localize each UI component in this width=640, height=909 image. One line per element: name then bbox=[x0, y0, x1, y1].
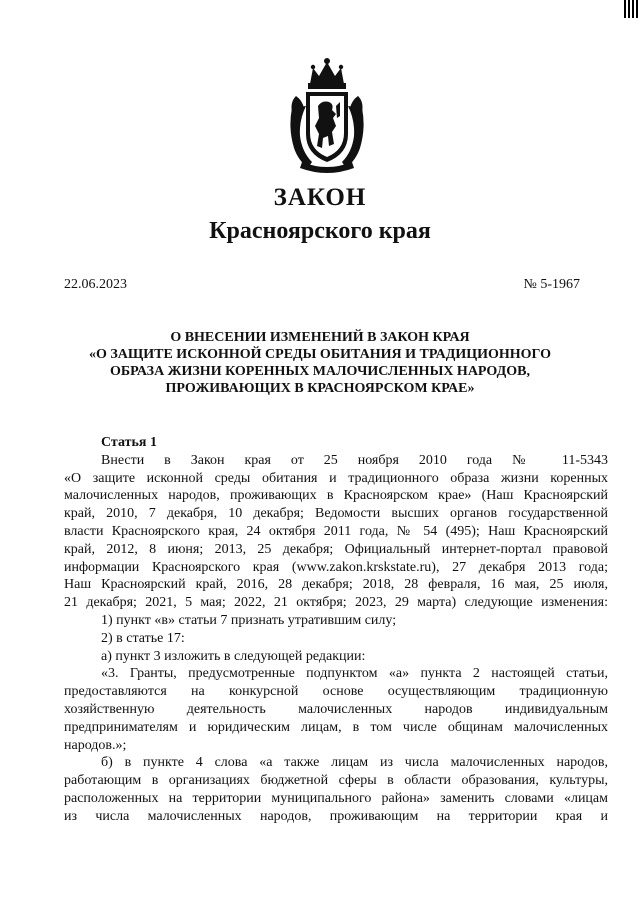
body-line: предпринимателям и юридическим лицам, в том числе общинам малочисленных bbox=[64, 719, 608, 735]
heading-line: О ВНЕСЕНИИ ИЗМЕНЕНИЙ В ЗАКОН КРАЯ bbox=[170, 330, 470, 345]
body-line: 2) в статье 17: bbox=[101, 630, 185, 646]
article-title: Статья 1 bbox=[101, 435, 157, 450]
scan-corner-mark bbox=[624, 0, 638, 18]
body-line: 21 декабря; 2021, 5 мая; 2022, 21 октября; 2023, 29 марта) следующие изменения: bbox=[64, 595, 608, 611]
title-block bbox=[0, 183, 640, 246]
coat-of-arms-icon bbox=[282, 56, 372, 178]
document-meta bbox=[64, 276, 580, 294]
body-line: информации Красноярского края (www.zakon.krskstate.ru), 27 декабря 2013 года; bbox=[64, 559, 608, 575]
body-line: власти Красноярского края, 24 октября 2011 года, № 54 (495); Наш Красноярский bbox=[64, 523, 608, 539]
heading-line: ОБРАЗА ЖИЗНИ КОРЕННЫХ МАЛОЧИСЛЕННЫХ НАРОДОВ, bbox=[110, 364, 530, 379]
body-line: малочисленных народов, проживающих в Красноярском крае» (Наш Красноярский bbox=[64, 488, 608, 504]
heading-line: ПРОЖИВАЮЩИХ В КРАСНОЯРСКОМ КРАЕ» bbox=[165, 381, 475, 396]
body-line: 1) пункт «в» статьи 7 признать утратившим силу; bbox=[101, 612, 397, 628]
adoption-date: 22.06.2023 bbox=[64, 277, 127, 292]
body-line: «О защите исконной среды обитания и традиционного образа жизни коренных bbox=[64, 470, 608, 486]
document-type-title: ЗАКОН bbox=[273, 184, 367, 211]
law-number: № 5-1967 bbox=[523, 277, 580, 292]
body-line: народов.»; bbox=[64, 737, 127, 753]
body-line: б) в пункте 4 слова «а также лицам из числа малочисленных народов, bbox=[101, 755, 608, 771]
body-line: Наш Красноярский край, 2016, 28 декабря; 2018, 28 февраля, 16 мая, 25 июля, bbox=[64, 577, 608, 593]
body-line: расположенных на территории муниципального района» заменить словами «лицам bbox=[64, 790, 608, 806]
heading-line: «О ЗАЩИТЕ ИСКОННОЙ СРЕДЫ ОБИТАНИЯ И ТРАДИЦИОННОГО bbox=[88, 347, 552, 362]
body-line: Внести в Закон края от 25 ноября 2010 года № 11-5343 bbox=[101, 452, 608, 468]
article-body bbox=[64, 434, 608, 826]
body-line: а) пункт 3 изложить в следующей редакции: bbox=[101, 648, 366, 664]
body-line: «3. Гранты, предусмотренные подпунктом «а» пункта 2 настоящей статьи, bbox=[101, 666, 608, 682]
issuer-region: Красноярского края bbox=[209, 218, 431, 244]
body-line: хозяйственную деятельность малочисленных народов индивидуальным bbox=[64, 701, 608, 717]
body-line: из числа малочисленных народов, проживающим на территории края и bbox=[64, 808, 608, 824]
law-heading bbox=[60, 329, 580, 397]
body-line: предоставляются на конкурсной основе осуществляющим традиционную bbox=[64, 684, 608, 700]
body-line: работающим в организациях бюджетной сферы в области образования, культуры, bbox=[64, 773, 608, 789]
body-line: край, 2010, 7 декабря, 10 декабря; Ведомости высших органов государственной bbox=[64, 506, 608, 522]
body-line: край, 2012, 8 июня; 2013, 25 декабря; Официальный интернет-портал правовой bbox=[64, 541, 608, 557]
